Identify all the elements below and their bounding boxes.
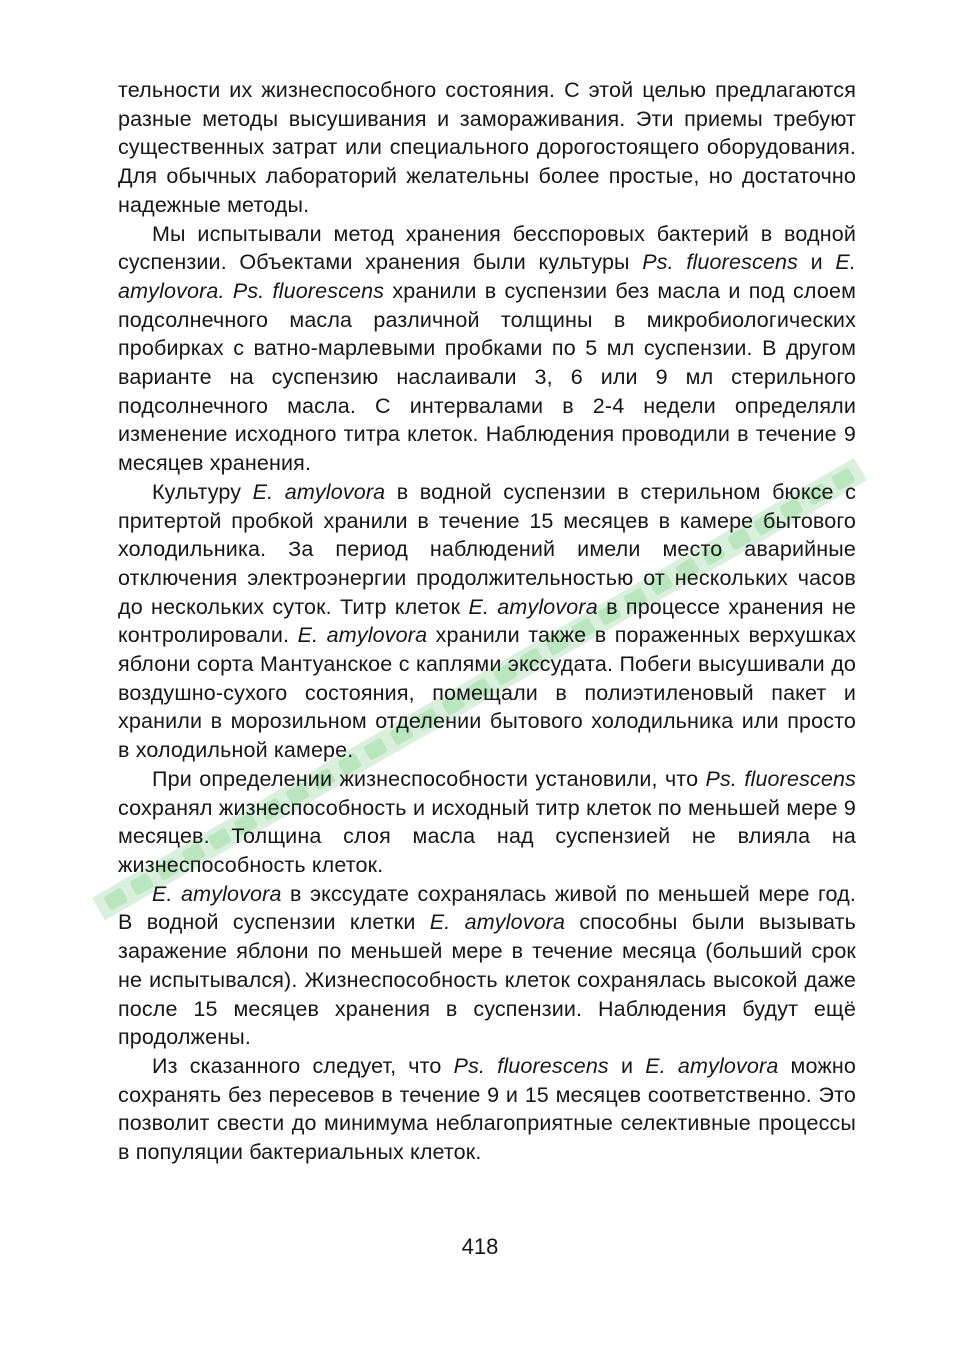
text-run: хранили также в пораженных верхушках яблони сорта Мантуанское с каплями экссудата. Побеги высушивали до воздушно-сухого состояния, помещали в полиэтиленовый пакет и хранили в морозильном отделении бытового холодильника или просто в холодильной камере. — [118, 623, 856, 763]
text-run: в экссудате сохранялась живой по меньшей мере год. В водной суспензии клетки — [118, 881, 856, 935]
text-run: и — [608, 1053, 646, 1078]
text-run: тельности их жизнеспособного состояния. С этой целью предлагаются разные методы высушивания и замораживания. Эти приемы требуют существенных затрат или специального дорогостоящего оборудования. Для обычных лабораторий желательны более простые, но достаточно надежные методы. — [118, 78, 856, 217]
species-name: E. amylovora — [468, 594, 598, 619]
species-name: E. amylovora — [152, 881, 282, 906]
text-run: Мы испытывали метод хранения бесспоровых бактерий в водной суспензии. Объектами хранения были культуры — [118, 221, 856, 275]
species-name: Ps. fluorescens — [705, 766, 856, 791]
text-run: сохранял жизнеспособность и исходный титр клеток по меньшей мере 9 месяцев. Толщина слоя масла над суспензией не влияла на жизнеспособность клеток. — [118, 795, 856, 877]
text-run: При определении жизнеспособности установили, что — [152, 766, 706, 791]
species-name: Ps. fluorescens — [642, 250, 798, 275]
text-run: хранили в суспензии без масла и под слоем подсолнечного масла различной толщины в микробиологических пробирках с ватно-марлевыми пробками по 5 мл суспензии. В другом варианте на суспензию наслаивали 3, 6 или 9 мл стерильного подсолнечного масла. С интервалами в 2-4 недели определяли изменение исходного титра клеток. Наблюдения проводили в течение 9 месяцев хранения. — [118, 278, 856, 476]
text-run: Из сказанного следует, что — [152, 1053, 454, 1078]
body-text — [118, 76, 856, 1167]
species-name: E. amylovora — [297, 623, 428, 648]
text-run: способны были вызывать заражение яблони по меньшей мере в течение месяца (больший срок не испытывался). Жизнеспособность клеток сохранялась высокой даже после 15 месяцев хранения в суспензии. Наблюдения будут ещё продолжены. — [118, 910, 857, 1050]
paragraph-1 — [118, 76, 856, 220]
paragraph-6 — [118, 1052, 856, 1167]
text-run: в процессе хранения не контролировали. — [118, 594, 856, 648]
text-run: в водной суспензии в стерильном бюксе с притертой пробкой хранили в течение 15 месяцев в камере бытового холодильника. За период наблюдений имели место аварийные отключения электроэнергии продолжительностью от нескольких часов до нескольких суток. Титр клеток — [118, 479, 857, 619]
page-number: 418 — [461, 1234, 499, 1259]
paragraph-4 — [118, 765, 856, 880]
species-name: Ps. fluorescens — [453, 1053, 609, 1078]
species-name: E. amylovora — [645, 1053, 779, 1078]
species-name: E. amylovora — [429, 910, 566, 935]
text-run: Культуру — [152, 479, 253, 504]
paragraph-5 — [118, 880, 856, 1052]
paragraph-3 — [118, 478, 856, 765]
text-run: и — [797, 250, 836, 275]
species-name: E. amylovora. Ps. fluorescens — [118, 250, 856, 303]
species-name: E. amylovora — [252, 479, 386, 504]
text-run: можно сохранять без пересевов в течение 9 и 15 месяцев соответственно. Это позволит свести до минимума неблагоприятные селективные процессы в популяции бактериальных клеток. — [118, 1053, 856, 1165]
paragraph-2 — [118, 220, 856, 478]
